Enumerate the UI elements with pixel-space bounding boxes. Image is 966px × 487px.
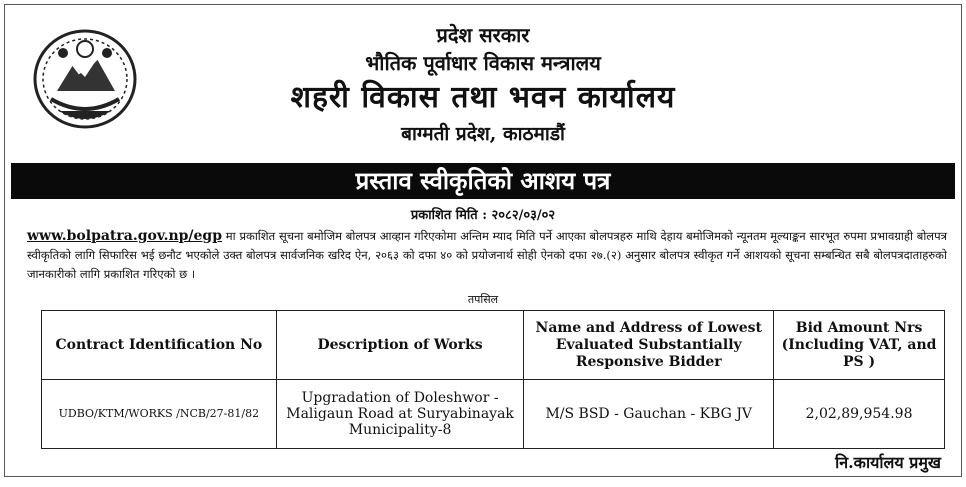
- table-row: [42, 380, 945, 449]
- header-bid-amount: Bid Amount Nrs (Including VAT, and PS ): [774, 311, 945, 380]
- nepal-emblem-icon: [29, 19, 141, 135]
- table-header-row: [42, 311, 945, 380]
- government-name: प्रदेश सरकार: [436, 23, 530, 47]
- notice-page: [4, 4, 962, 477]
- cell-bid-amount: 2,02,89,954.98: [774, 380, 945, 449]
- bid-table: [41, 310, 945, 449]
- cell-bidder: M/S BSD - Gauchan - KBG JV: [524, 380, 774, 449]
- notice-text: मा प्रकाशित सूचना बमोजिम बोलपत्र आव्हान गरिएकोमा अन्तिम म्याद मिति पर्ने आएका बोलपत्रहरु माथि देहाय बमोजिमको न्यूनतम मूल्याङ्कन सारभूत रुपमा प्रभावग्राही बोलपत्र स्वीकृतिको लागि सिफारिस भई छनौट भएकोले उक्त बोलपत्र सार्वजनिक खरिद ऐन, २०६३ को दफा ४० को प्रयोजनार्थ सोही ऐनको दफा २७.(२) अनुसार बोलपत्र स्वीकृत गर्ने आशयको सूचना सम्बन्धित सबै बोलपत्रदाताहरुको जानकारीको लागि प्रकाशित गरिएको छ ।: [27, 229, 947, 281]
- bolpatra-link[interactable]: www.bolpatra.gov.np/egp: [27, 228, 223, 244]
- signatory: नि.कार्यालय प्रमुख: [835, 453, 941, 472]
- header-contract-id: Contract Identification No: [42, 311, 277, 380]
- notice-paragraph: [27, 227, 947, 284]
- header-description: Description of Works: [276, 311, 524, 380]
- notice-title-banner: प्रस्ताव स्वीकृतिको आशय पत्र: [11, 163, 955, 199]
- published-date: प्रकाशित मिति : २०८२/०३/०२: [410, 208, 556, 223]
- header: [145, 21, 821, 149]
- cell-description: Upgradation of Doleshwor -Maligaun Road at Suryabinayak Municipality-8: [276, 380, 524, 449]
- ministry-name: भौतिक पूर्वाधार विकास मन्त्रालय: [365, 51, 601, 75]
- office-location: बाग्मती प्रदेश, काठमाडौं: [401, 123, 565, 145]
- office-name: शहरी विकास तथा भवन कार्यालय: [290, 80, 676, 115]
- schedule-label: तपसिल: [467, 293, 499, 306]
- header-bidder: Name and Address of Lowest Evaluated Substantially Responsive Bidder: [524, 311, 774, 380]
- cell-contract-id: UDBO/KTM/WORKS /NCB/27-81/82: [42, 380, 277, 449]
